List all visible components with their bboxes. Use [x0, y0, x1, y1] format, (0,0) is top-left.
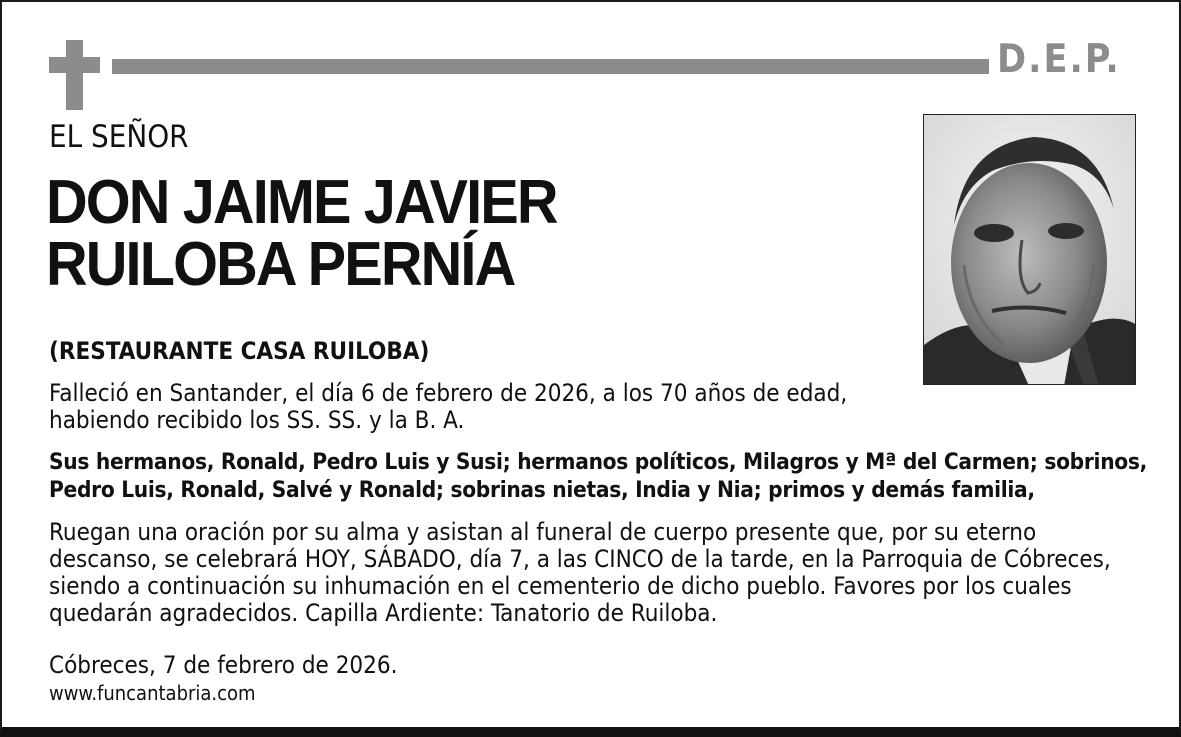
family-line: Pedro Luis, Ronald, Salvé y Ronald; sobrinas nietas, India y Nia; primos y demás familia,: [49, 477, 1035, 503]
family-notice: [49, 448, 1147, 504]
death-notice: [49, 380, 847, 434]
deceased-name: [46, 168, 557, 299]
death-line: Falleció en Santander, el día 6 de febrero de 2026, a los 70 años de edad,: [49, 379, 848, 407]
place-date: Cóbreces, 7 de febrero de 2026.: [49, 651, 398, 679]
request-line: quedarán agradecidos. Capilla Ardiente: Tanatorio de Ruiloba.: [49, 599, 718, 627]
website-link: www.funcantabria.com: [49, 681, 256, 705]
funeral-request: [49, 519, 1111, 627]
request-line: siendo a continuación su inhumación en el cementerio de dicho pueblo. Favores por los cuales: [49, 572, 1072, 600]
name-line-1: DON JAIME JAVIER: [46, 168, 557, 237]
business-name: (RESTAURANTE CASA RUILOBA): [49, 337, 430, 365]
request-line: Ruegan una oración por su alma y asistan al funeral de cuerpo presente que, por su eterno: [49, 518, 1037, 546]
name-line-2: RUILOBA PERNÍA: [46, 230, 515, 299]
honorific: EL SEÑOR: [49, 119, 189, 155]
header-rule: [112, 59, 989, 74]
family-line: Sus hermanos, Ronald, Pedro Luis y Susi; hermanos políticos, Milagros y Mª del Carmen; sobrinos,: [49, 449, 1148, 475]
death-line: habiendo recibido los SS. SS. y la B. A.: [49, 406, 465, 434]
dep-label: D.E.P.: [997, 37, 1121, 82]
portrait-photo: [923, 114, 1136, 385]
request-line: descanso, se celebrará HOY, SÁBADO, día 7, a las CINCO de la tarde, en la Parroquia de Cóbreces,: [49, 545, 1111, 573]
